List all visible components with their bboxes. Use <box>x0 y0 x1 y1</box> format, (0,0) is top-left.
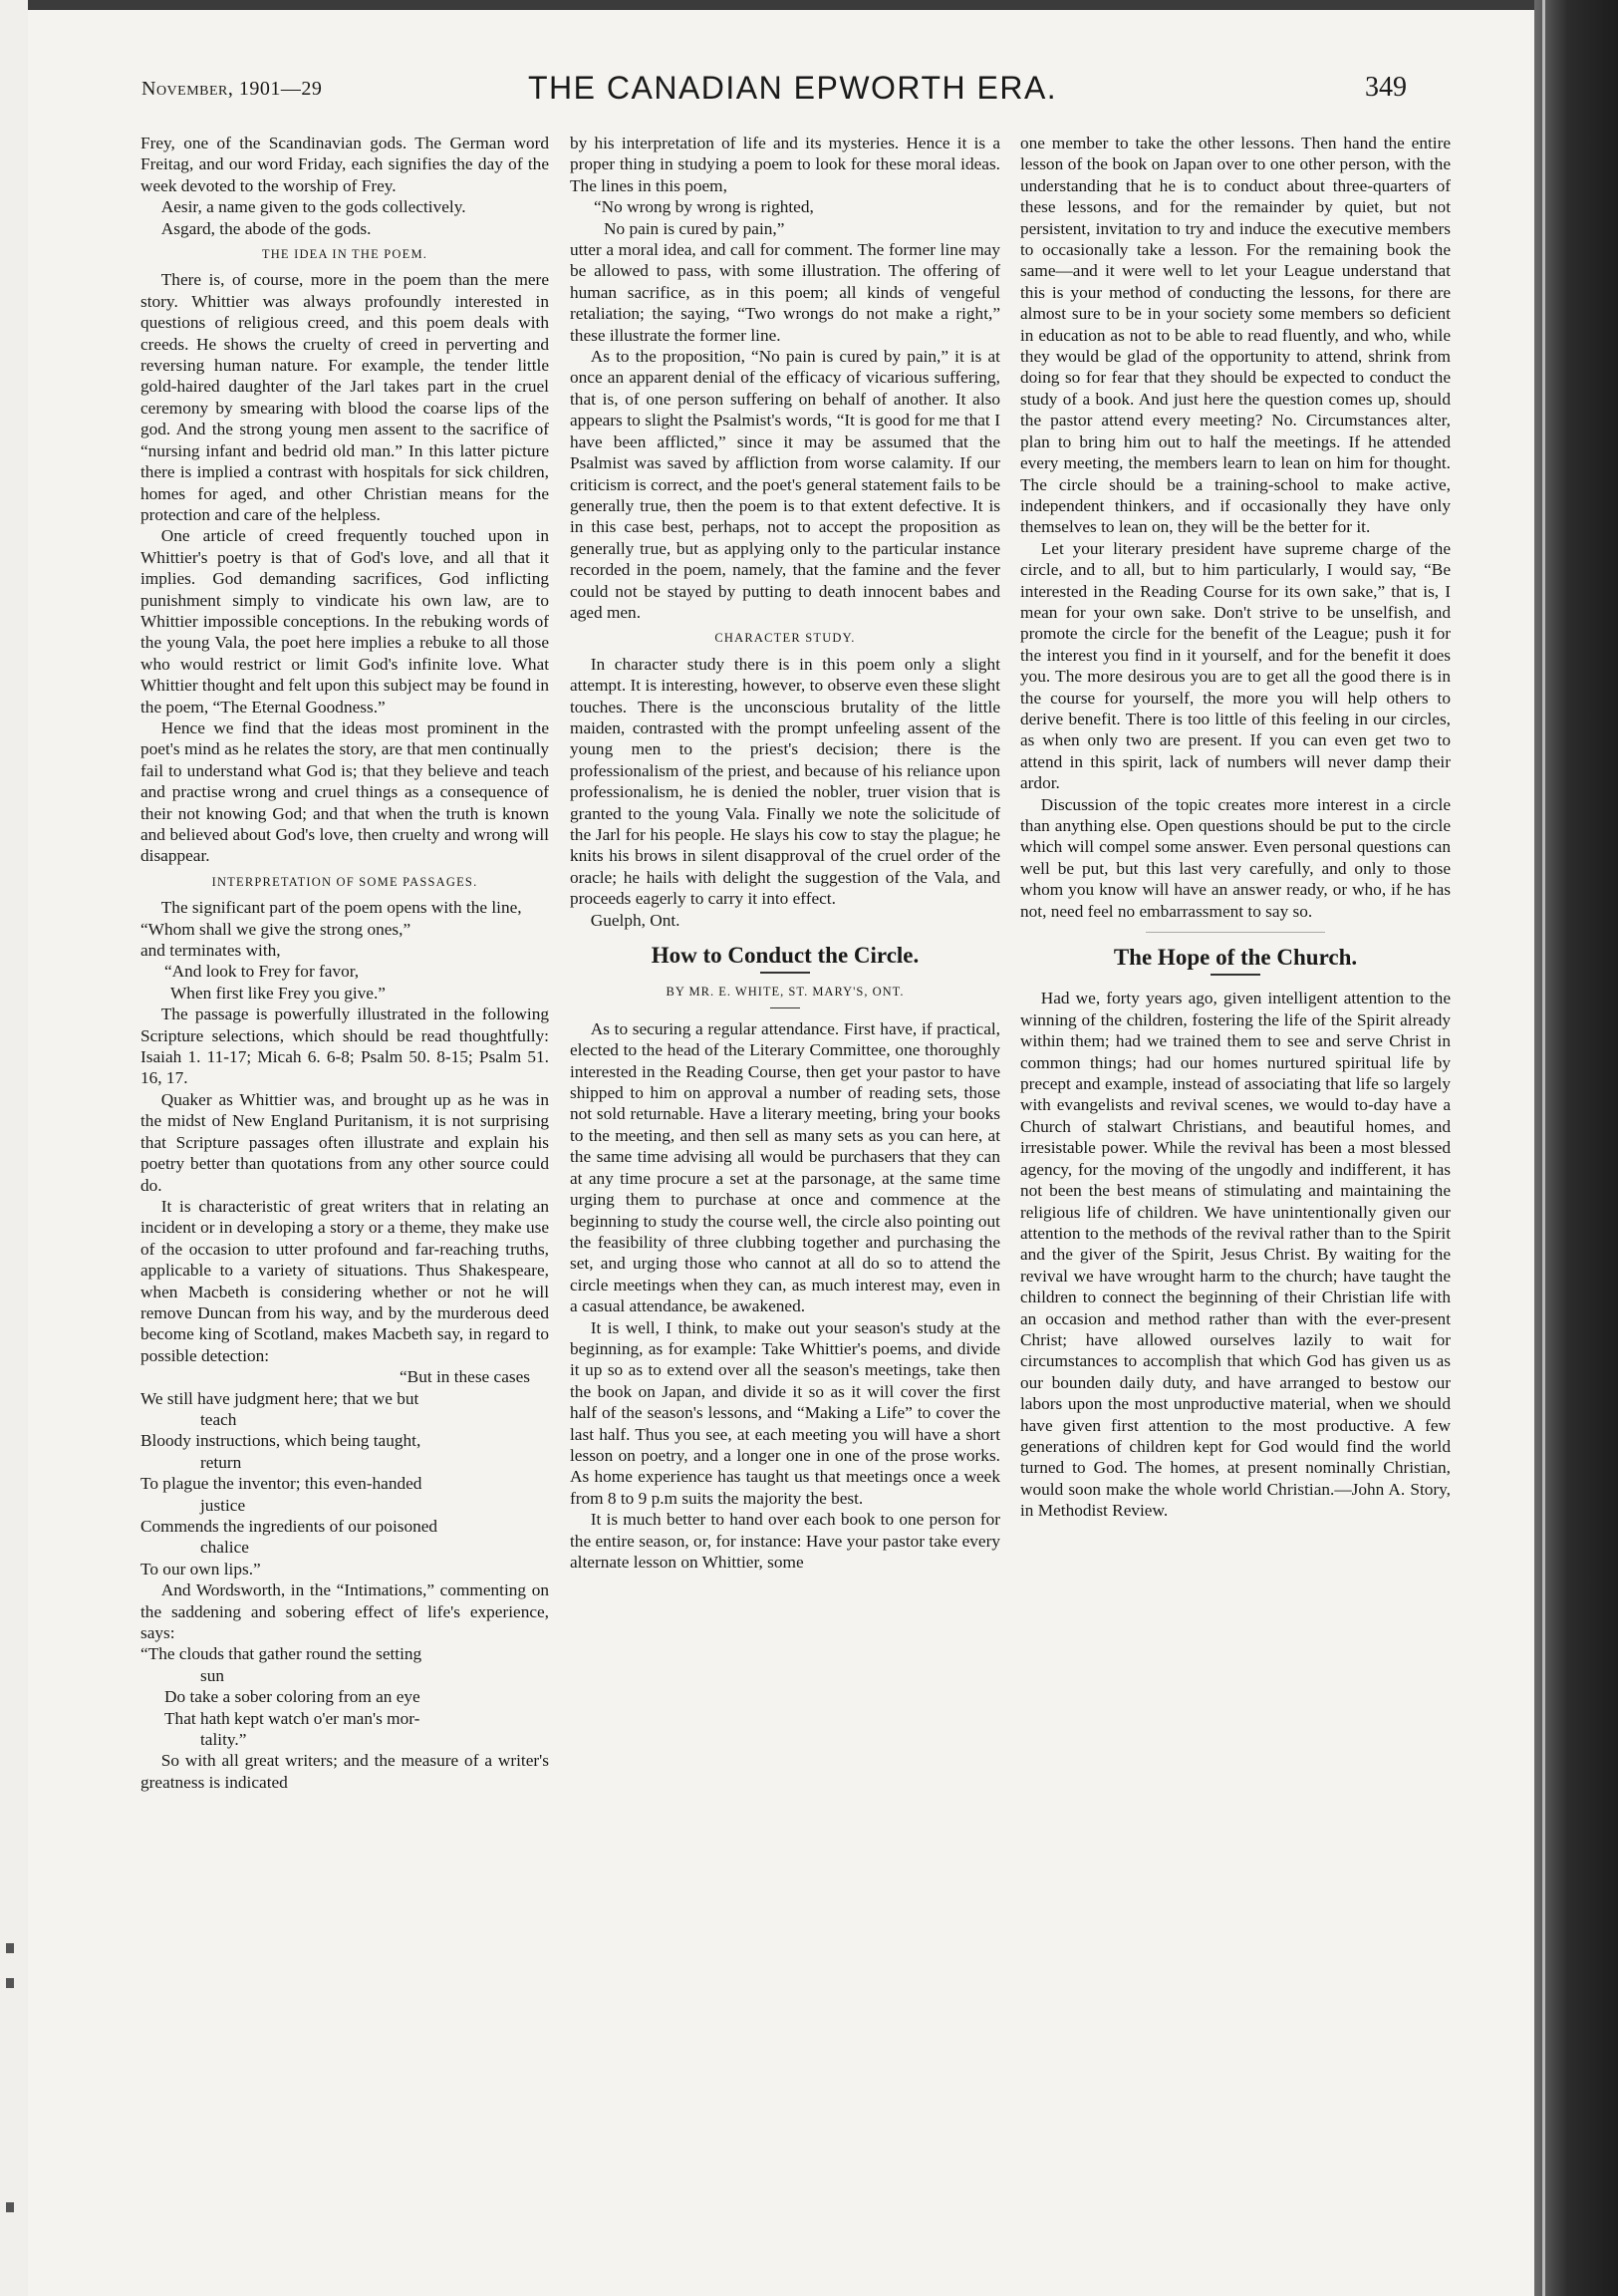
quotation <box>570 196 1000 239</box>
paragraph: So with all great writers; and the measure of a writer's greatness is indicated <box>140 1751 549 1792</box>
quote-line: To plague the inventor; this even-handed <box>140 1474 422 1494</box>
section-subhead: CHARACTER STUDY. <box>714 631 856 646</box>
paragraph: The passage is powerfully illustrated in the following Scripture selections, which should be read thoughtfully: Isaiah 1. 11-17; Micah 6. 6-8; Psalm 50. 8-15; Psalm 51. 16, 17. <box>140 1004 549 1088</box>
paragraph: utter a moral idea, and call for comment. The former line may be allowed to pass, with some illustration. The offering of human sacrifice, as in this poem; all kinds of vengeful retaliation; the saying, “Two wrongs do not make a right,” these illustrate the former line. <box>570 240 1000 345</box>
paragraph: Quaker as Whittier was, and brought up as he was in the midst of New England Puritanism, it is not surprising that Scripture passages often illustrate and explain his poetry better than quotations from any other source could do. <box>140 1089 549 1195</box>
edge-mark <box>6 1978 14 1988</box>
page-header <box>112 70 1546 120</box>
quote-line: tality.” <box>200 1730 247 1750</box>
paragraph: It is well, I think, to make out your season's study at the beginning, as for example: Take Whittier's poems, and divide it up so as to extend over all the season's meetings, take then the book on Japan, and divide it so as it will cover the first half of the season's lessons, and “Making a Life” to cover the last half. Thus you see, at each meeting you will have a short lesson on poetry, and a longer one in one of the prose works. As home experience has taught us that meetings once a week from 8 to 9 p.m suits the majority the best. <box>570 1317 1000 1508</box>
paragraph: There is, of course, more in the poem than the mere story. Whittier was always profoundly interested in questions of religious creed, and this poem deals with creeds. He shows the cruelty of creed in perverting and reversing human nature. For example, the tender little gold-haired daughter of the Jarl takes part in the cruel ceremony by smearing with blood the coarse lips of the god. And the strong young men assent to the sacrifice of “nursing infant and bedrid old man.” In this latter picture there is implied a contrast with hospitals for sick children, homes for aged, and other Christian means for the protection and care of the helpless. <box>140 270 549 524</box>
paragraph: Frey, one of the Scandinavian gods. The German word Freitag, and our word Friday, each signifies the day of the week devoted to the worship of Frey. <box>140 134 549 195</box>
paragraph: It is much better to hand over each book to one person for the entire season, or, for instance: Have your pastor take every alternate lesson on Whittier, some <box>570 1510 1000 1572</box>
column-3 <box>1020 133 1451 1522</box>
paragraph: As to the proposition, “No pain is cured by pain,” it is at once an apparent denial of the efficacy of vicarious suffering, that is, of one person suffering on behalf of another. It also appears to slight the Psalmist's words, “It is good for me that I have been afflicted,” since it may be assumed that the Psalmist was saved by affliction from worse calamity. If our criticism is correct, and the poet's general statement fails to be generally true, then the poem is to that extent defective. It is in this case best, perhaps, not to accept the proposition as generally true, but as applying only to the particular instance recorded in the poem, namely, that the famine and the fever could not be stayed by putting to death innocent babes and aged men. <box>570 347 1000 622</box>
section-subhead: THE IDEA IN THE POEM. <box>261 247 428 262</box>
column-2 <box>570 133 1000 1573</box>
paragraph: Had we, forty years ago, given intelligent attention to the winning of the children, fostering the life of the Spirit already within them; had we trained them to see and serve Christ in common things; had our homes nurtured spiritual life by precept and example, instead of associating that life so largely with evangelists and revival scenes, we would to-day have a Church of stalwart Christians, and beautiful homes, and irresistable power. While the revival has been a most blessed agency, for the moving of the ungodly and indifferent, it has not been the best means of stimulating and maintaining the religious life of children. We have unintentionally given our attention to the methods of the revival rather than to the Spirit and the giver of the Spirit, Jesus Christ. By waiting for the revival we have wrought harm to the church; have taught the children to connect the beginning of their Christian life with an occasion and method rather than with the ever-present Christ; have allowed ourselves lazily to wait for circumstances to accomplish that which God has given us as our bounden daily duty, and have arranged to bestow our labors upon the most unproductive material, when we should have given first attention to the most productive. A few generations of children kept for God would find the world turned to God. The homes, at present nominally Christian, would soon make the whole world Christian.—John A. Story, in Methodist Review. <box>1020 989 1451 1521</box>
quote-line: “The clouds that gather round the setting <box>140 1644 422 1664</box>
book-binding <box>1534 0 1618 2296</box>
byline-rule <box>770 1007 800 1008</box>
paragraph: Discussion of the topic creates more interest in a circle than anything else. Open questions should be put to the circle which will compel some answer. Even personal questions can well be put, but this last very carefully, and only to those whom you know will have an answer ready, or who, if he has not, need feel no embarrassment to say so. <box>1020 794 1451 921</box>
quote-line: chalice <box>200 1538 249 1558</box>
title-rule <box>1211 974 1260 976</box>
quote-line: Do take a sober coloring from an eye <box>164 1687 420 1707</box>
edge-mark <box>6 2202 14 2212</box>
column-1 <box>140 133 549 1793</box>
byline: BY MR. E. WHITE, ST. MARY'S, ONT. <box>666 985 905 1000</box>
paragraph: by his interpretation of life and its mysteries. Hence it is a proper thing in studying a poem to look for these moral ideas. The lines in this poem, <box>570 134 1000 195</box>
paragraph: Hence we find that the ideas most prominent in the poet's mind as he relates the story, are that men continually fail to understand what God is; that they believe and teach and practise wrong and cruel things as a consequence of their not knowing God; and that when the truth is known and believed about God's love, then cruelty and wrong will disappear. <box>140 718 549 866</box>
quote-line: No pain is cured by pain,” <box>604 218 785 238</box>
paragraph: Asgard, the abode of the gods. <box>160 218 372 238</box>
issue-date: November, 1901—29 <box>141 78 323 100</box>
article-title: How to Conduct the Circle. <box>651 943 920 969</box>
section-divider <box>1146 932 1325 933</box>
paragraph: As to securing a regular attendance. First have, if practical, elected to the head of the Literary Committee, one thoroughly interested in the Reading Course, then get your pastor to have shipped to him on approval a number of reading sets, those not sold returnable. Have a literary meeting, bring your books to the meeting, and then sell as many sets as you can here, at the same time advising all would be purchasers that they can at any time procure a set at the parsonage, at the same time urging them to purchase at once and commence at the beginning to study the course well, the circle also pointing out the feasibility of three clubbing together and purchasing the set, and urging those who cannot at all do so to attend the circle meetings when they can, as much interest may, even in a casual attendance, be awakened. <box>570 1018 1000 1316</box>
quote-line: return <box>200 1452 242 1472</box>
adjacent-page-edge <box>0 0 28 2296</box>
quote-line: Bloody instructions, which being taught, <box>140 1431 421 1451</box>
paragraph: In character study there is in this poem only a slight attempt. It is interesting, however, to observe even these slight touches. There is the unconscious brutality of the little maiden, contrasted with the prompt unfeeling assent of the young men to the priest's decision; there is the professionalism of the priest, and because of his reliance upon professionalism, he is denied the nobler, truer vision that is granted to the young Vala. Finally we note the solicitude of the Jarl for his people. He slays his cow to stay the plague; he knits his brows in silent disapproval of the cruel order of the oracle; he hails with delight the suggestion of the Vala, and proceeds eagerly to carry it into effect. <box>570 654 1000 909</box>
title-rule <box>760 972 810 974</box>
quote-line: “Whom shall we give the strong ones,” <box>140 919 411 939</box>
wordsworth-quote <box>140 1643 549 1750</box>
paragraph: Let your literary president have supreme charge of the circle, and to all, but to him particularly, I would say, “Be interested in the Reading Course for its own sake,” that is, I mean for your own sake. Don't strive to be unselfish, and promote the circle for the benefit of the League; push it for the interest you find in it yourself, and for the benefit it does you. The more desirous you are to get all the good there is in the course for yourself, the more you will help others to derive benefit. There is too little of this feeling in our circles, as when only two are present. If you can even get two to attend in this spirit, lack of numbers will never damp their ardor. <box>1020 538 1451 793</box>
article-title: The Hope of the Church. <box>1113 945 1358 971</box>
paragraph: And Wordsworth, in the “Intimations,” commenting on the saddening and sobering effect of life's experience, says: <box>140 1580 549 1643</box>
paragraph: and terminates with, <box>140 941 281 961</box>
paragraph: It is characteristic of great writers that in relating an incident or in developing a story or a theme, they make use of the occasion to utter profound and far-reaching truths, applicable to a variety of situations. Thus Shakespeare, when Macbeth is considering whether or not he will remove Duncan from his way, and by the murderous deed become king of Scotland, makes Macbeth say, in regard to possible detection: <box>140 1196 549 1365</box>
paragraph: one member to take the other lessons. Then hand the entire lesson of the book on Japan over to one other person, with the understanding that he is to conduct about three-quarters of these lessons, and for the remainder by quiet, but not persistent, invitation to try and induce the executive members to occasionally take a lesson. For the remaining book the same—and it were well to let your League understand that this is your method of conducting the lessons, for there are almost sure to be in your society some members so deficient in education as not to be able to read fluently, and who, while they would be glad of the opportunity to attend, shrink from doing so for fear that they should be expected to conduct the study of a book. And just here the question comes up, should the pastor attend every meeting? No. Circumstances alter, plan to bring him out to half the meetings. If he attended every meeting, the members learn to lean on him for thought. The circle should be a training-school to make active, independent thinkers, and if occasionally they have only themselves to lean on, they will be the better for it. <box>1020 134 1451 537</box>
quote-line: Commends the ingredients of our poisoned <box>140 1517 438 1536</box>
paragraph: Aesir, a name given to the gods collectively. <box>160 197 466 217</box>
dateline: Guelph, Ont. <box>590 910 680 930</box>
masthead-title: THE CANADIAN EPWORTH ERA. <box>528 70 1058 106</box>
quote-line: “No wrong by wrong is righted, <box>594 197 814 217</box>
quote-line: “But in these cases <box>400 1367 531 1387</box>
quote-line: That hath kept watch o'er man's mor- <box>164 1708 420 1728</box>
section-subhead: INTERPRETATION OF SOME PASSAGES. <box>211 874 478 889</box>
quote-line: We still have judgment here; that we but <box>140 1388 419 1408</box>
shakespeare-quote <box>140 1366 549 1579</box>
page-number: 349 <box>1365 72 1407 103</box>
paragraph: One article of creed frequently touched upon in Whittier's poetry is that of God's love, and all that it implies. God demanding sacrifices, God inflicting punishment simply to vindicate his own law, are to Whittier impossible conceptions. In the rebuking words of the young Vala, the poet here implies a rebuke to all those who would restrict or limit God's infinite love. What Whittier thought and felt upon this subject may be found in the poem, “The Eternal Goodness.” <box>140 526 549 717</box>
quote-line: sun <box>200 1665 225 1685</box>
paragraph: The significant part of the poem opens with the line, <box>160 898 522 918</box>
quote-line: To our own lips.” <box>140 1559 261 1578</box>
quote-line: justice <box>200 1495 246 1515</box>
binding-edge <box>1542 0 1545 2296</box>
quote-line: When first like Frey you give.” <box>170 983 386 1003</box>
edge-mark <box>6 1943 14 1953</box>
quotation <box>140 961 549 1004</box>
quotation <box>140 919 549 940</box>
quote-line: “And look to Frey for favor, <box>164 962 360 982</box>
quote-line: teach <box>200 1409 237 1429</box>
